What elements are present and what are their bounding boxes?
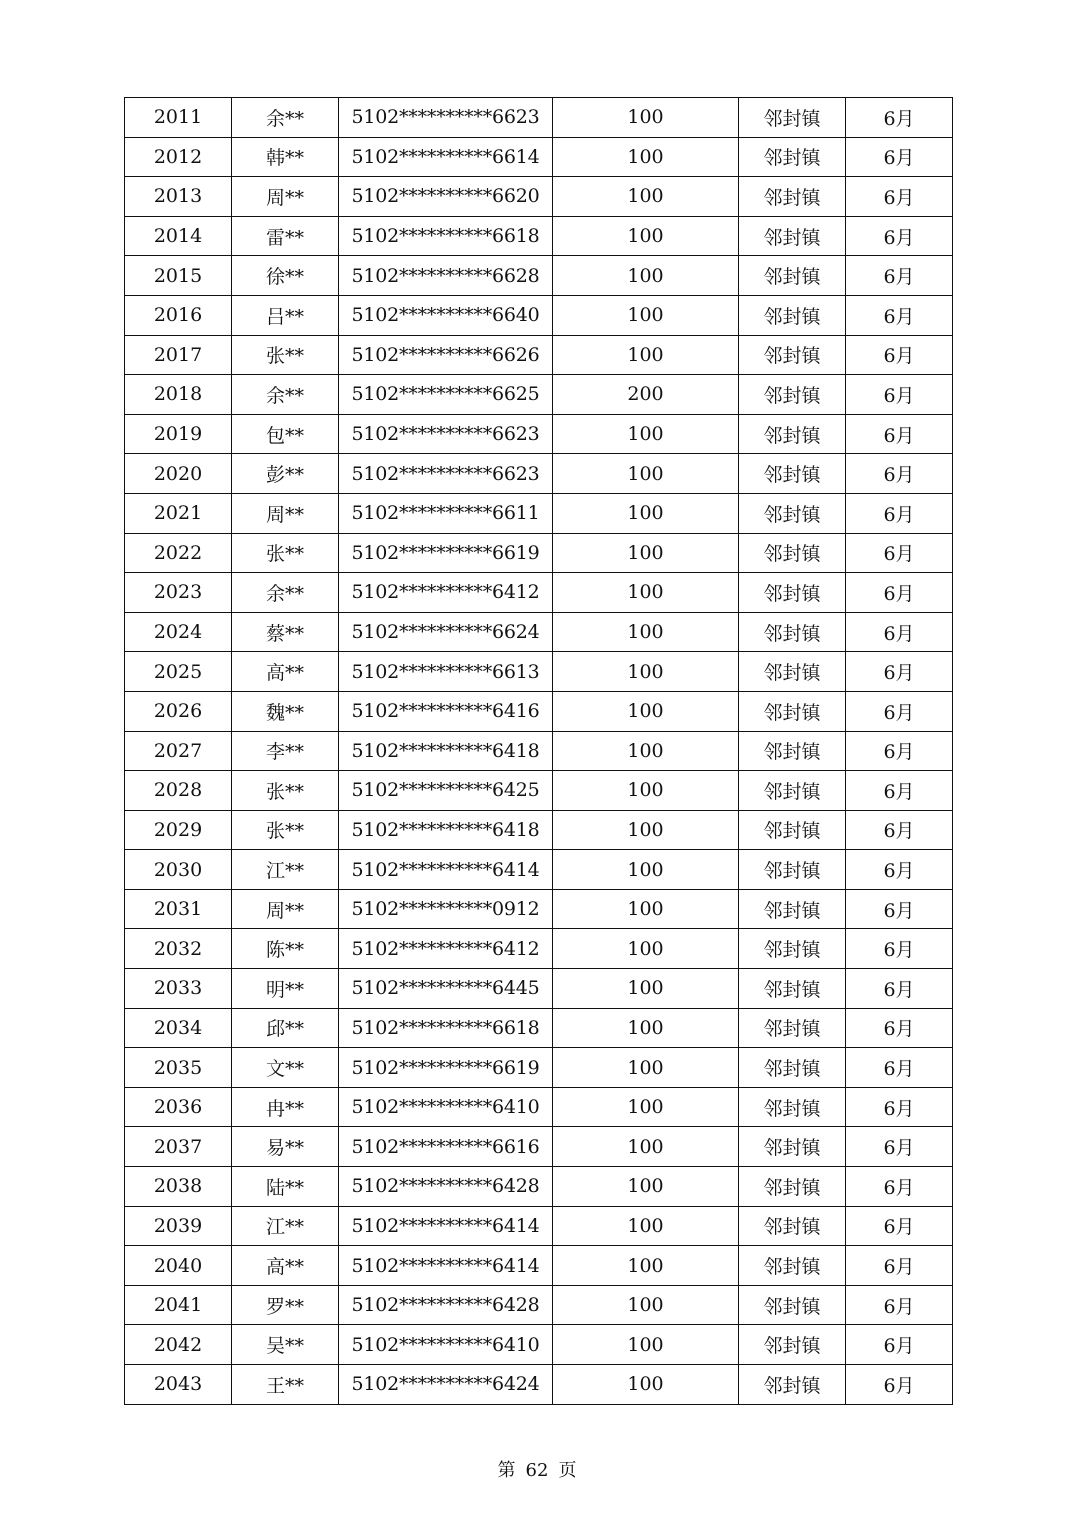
cell-amount: 100 (553, 652, 739, 692)
cell-name: 雷** (232, 216, 339, 256)
cell-seq: 2027 (125, 731, 232, 771)
cell-month: 6月 (846, 1008, 953, 1048)
cell-town: 邻封镇 (739, 295, 846, 335)
cell-month: 6月 (846, 810, 953, 850)
cell-month: 6月 (846, 1048, 953, 1088)
cell-name: 吴** (232, 1325, 339, 1365)
cell-id-number: 5102**********6416 (339, 691, 553, 731)
cell-name: 张** (232, 771, 339, 811)
cell-name: 彭** (232, 454, 339, 494)
table-row (125, 1246, 953, 1286)
cell-seq: 2032 (125, 929, 232, 969)
cell-amount: 100 (553, 335, 739, 375)
cell-month: 6月 (846, 1246, 953, 1286)
cell-month: 6月 (846, 850, 953, 890)
cell-month: 6月 (846, 493, 953, 533)
cell-amount: 100 (553, 493, 739, 533)
cell-town: 邻封镇 (739, 1008, 846, 1048)
cell-month: 6月 (846, 177, 953, 217)
table-row (125, 493, 953, 533)
table-row (125, 889, 953, 929)
cell-amount: 100 (553, 612, 739, 652)
cell-town: 邻封镇 (739, 1246, 846, 1286)
cell-month: 6月 (846, 216, 953, 256)
cell-name: 周** (232, 889, 339, 929)
cell-seq: 2019 (125, 414, 232, 454)
cell-name: 明** (232, 969, 339, 1009)
cell-id-number: 5102**********6619 (339, 533, 553, 573)
cell-id-number: 5102**********6425 (339, 771, 553, 811)
cell-town: 邻封镇 (739, 177, 846, 217)
table-row (125, 1285, 953, 1325)
cell-month: 6月 (846, 1285, 953, 1325)
cell-month: 6月 (846, 295, 953, 335)
cell-id-number: 5102**********6640 (339, 295, 553, 335)
page-number: 62 (525, 1460, 549, 1481)
records-table-body (125, 98, 953, 1405)
cell-month: 6月 (846, 414, 953, 454)
cell-town: 邻封镇 (739, 137, 846, 177)
cell-seq: 2013 (125, 177, 232, 217)
cell-name: 陆** (232, 1167, 339, 1207)
cell-name: 王** (232, 1365, 339, 1405)
cell-month: 6月 (846, 1127, 953, 1167)
cell-id-number: 5102**********6616 (339, 1127, 553, 1167)
cell-id-number: 5102**********6414 (339, 1206, 553, 1246)
cell-town: 邻封镇 (739, 493, 846, 533)
cell-amount: 100 (553, 216, 739, 256)
cell-id-number: 5102**********6624 (339, 612, 553, 652)
cell-id-number: 5102**********6623 (339, 454, 553, 494)
table-row (125, 652, 953, 692)
cell-town: 邻封镇 (739, 256, 846, 296)
table-row (125, 177, 953, 217)
page-label-prefix: 第 (497, 1460, 516, 1481)
table-row (125, 414, 953, 454)
cell-month: 6月 (846, 573, 953, 613)
cell-seq: 2023 (125, 573, 232, 613)
cell-town: 邻封镇 (739, 98, 846, 138)
table-row (125, 1008, 953, 1048)
cell-seq: 2040 (125, 1246, 232, 1286)
cell-seq: 2036 (125, 1087, 232, 1127)
cell-seq: 2031 (125, 889, 232, 929)
cell-name: 邱** (232, 1008, 339, 1048)
cell-id-number: 5102**********6414 (339, 1246, 553, 1286)
table-row (125, 731, 953, 771)
table-row (125, 810, 953, 850)
cell-seq: 2037 (125, 1127, 232, 1167)
cell-id-number: 5102**********6412 (339, 929, 553, 969)
cell-amount: 100 (553, 177, 739, 217)
cell-seq: 2014 (125, 216, 232, 256)
cell-seq: 2030 (125, 850, 232, 890)
cell-id-number: 5102**********6620 (339, 177, 553, 217)
cell-amount: 100 (553, 98, 739, 138)
cell-name: 余** (232, 573, 339, 613)
cell-amount: 100 (553, 454, 739, 494)
cell-id-number: 5102**********6623 (339, 414, 553, 454)
cell-month: 6月 (846, 771, 953, 811)
cell-seq: 2042 (125, 1325, 232, 1365)
cell-id-number: 5102**********6628 (339, 256, 553, 296)
cell-name: 蔡** (232, 612, 339, 652)
cell-month: 6月 (846, 731, 953, 771)
cell-id-number: 5102**********6625 (339, 375, 553, 415)
cell-seq: 2028 (125, 771, 232, 811)
cell-amount: 100 (553, 731, 739, 771)
cell-month: 6月 (846, 1206, 953, 1246)
cell-town: 邻封镇 (739, 1167, 846, 1207)
cell-amount: 100 (553, 1048, 739, 1088)
table-row (125, 1365, 953, 1405)
cell-name: 余** (232, 375, 339, 415)
cell-id-number: 5102**********6418 (339, 810, 553, 850)
cell-amount: 100 (553, 573, 739, 613)
table-row (125, 533, 953, 573)
cell-seq: 2039 (125, 1206, 232, 1246)
cell-name: 李** (232, 731, 339, 771)
cell-town: 邻封镇 (739, 691, 846, 731)
cell-amount: 100 (553, 850, 739, 890)
table-row (125, 1206, 953, 1246)
page-footer (0, 1456, 1074, 1482)
cell-name: 张** (232, 533, 339, 573)
cell-town: 邻封镇 (739, 1127, 846, 1167)
cell-seq: 2026 (125, 691, 232, 731)
cell-id-number: 5102**********6424 (339, 1365, 553, 1405)
cell-id-number: 5102**********6412 (339, 573, 553, 613)
cell-name: 张** (232, 810, 339, 850)
table-row (125, 573, 953, 613)
table-row (125, 929, 953, 969)
cell-town: 邻封镇 (739, 652, 846, 692)
cell-town: 邻封镇 (739, 1048, 846, 1088)
cell-town: 邻封镇 (739, 1206, 846, 1246)
cell-seq: 2011 (125, 98, 232, 138)
cell-town: 邻封镇 (739, 533, 846, 573)
cell-month: 6月 (846, 454, 953, 494)
cell-name: 高** (232, 1246, 339, 1286)
cell-month: 6月 (846, 375, 953, 415)
cell-town: 邻封镇 (739, 1285, 846, 1325)
cell-town: 邻封镇 (739, 1365, 846, 1405)
cell-month: 6月 (846, 969, 953, 1009)
table-row (125, 691, 953, 731)
cell-id-number: 5102**********6618 (339, 216, 553, 256)
cell-month: 6月 (846, 256, 953, 296)
cell-amount: 100 (553, 1325, 739, 1365)
cell-month: 6月 (846, 691, 953, 731)
cell-town: 邻封镇 (739, 850, 846, 890)
cell-amount: 100 (553, 295, 739, 335)
cell-town: 邻封镇 (739, 612, 846, 652)
cell-month: 6月 (846, 533, 953, 573)
cell-seq: 2016 (125, 295, 232, 335)
cell-name: 冉** (232, 1087, 339, 1127)
cell-town: 邻封镇 (739, 216, 846, 256)
cell-name: 文** (232, 1048, 339, 1088)
cell-town: 邻封镇 (739, 1087, 846, 1127)
cell-amount: 100 (553, 1127, 739, 1167)
cell-name: 江** (232, 1206, 339, 1246)
cell-amount: 100 (553, 533, 739, 573)
cell-amount: 100 (553, 889, 739, 929)
cell-month: 6月 (846, 1087, 953, 1127)
cell-seq: 2033 (125, 969, 232, 1009)
cell-amount: 100 (553, 810, 739, 850)
cell-seq: 2038 (125, 1167, 232, 1207)
cell-id-number: 5102**********6626 (339, 335, 553, 375)
cell-id-number: 5102**********0912 (339, 889, 553, 929)
cell-name: 张** (232, 335, 339, 375)
table-row (125, 98, 953, 138)
table-row (125, 612, 953, 652)
cell-amount: 100 (553, 137, 739, 177)
cell-month: 6月 (846, 1325, 953, 1365)
cell-amount: 100 (553, 691, 739, 731)
cell-id-number: 5102**********6614 (339, 137, 553, 177)
cell-amount: 100 (553, 1008, 739, 1048)
cell-id-number: 5102**********6428 (339, 1167, 553, 1207)
cell-month: 6月 (846, 1365, 953, 1405)
cell-seq: 2021 (125, 493, 232, 533)
table-row (125, 1167, 953, 1207)
cell-amount: 100 (553, 256, 739, 296)
cell-id-number: 5102**********6414 (339, 850, 553, 890)
table-row (125, 256, 953, 296)
cell-town: 邻封镇 (739, 889, 846, 929)
cell-town: 邻封镇 (739, 731, 846, 771)
cell-name: 包** (232, 414, 339, 454)
cell-id-number: 5102**********6445 (339, 969, 553, 1009)
cell-name: 吕** (232, 295, 339, 335)
cell-town: 邻封镇 (739, 810, 846, 850)
cell-amount: 100 (553, 1246, 739, 1286)
table-row (125, 216, 953, 256)
cell-id-number: 5102**********6410 (339, 1087, 553, 1127)
cell-name: 余** (232, 98, 339, 138)
cell-seq: 2024 (125, 612, 232, 652)
cell-town: 邻封镇 (739, 414, 846, 454)
cell-seq: 2043 (125, 1365, 232, 1405)
cell-seq: 2041 (125, 1285, 232, 1325)
page-label-suffix: 页 (558, 1460, 577, 1481)
cell-id-number: 5102**********6619 (339, 1048, 553, 1088)
cell-town: 邻封镇 (739, 1325, 846, 1365)
cell-id-number: 5102**********6410 (339, 1325, 553, 1365)
cell-name: 魏** (232, 691, 339, 731)
cell-month: 6月 (846, 612, 953, 652)
cell-month: 6月 (846, 137, 953, 177)
cell-seq: 2012 (125, 137, 232, 177)
cell-month: 6月 (846, 98, 953, 138)
cell-month: 6月 (846, 1167, 953, 1207)
cell-name: 韩** (232, 137, 339, 177)
cell-seq: 2029 (125, 810, 232, 850)
cell-id-number: 5102**********6611 (339, 493, 553, 533)
table-row (125, 137, 953, 177)
cell-id-number: 5102**********6618 (339, 1008, 553, 1048)
table-row (125, 1325, 953, 1365)
cell-name: 江** (232, 850, 339, 890)
cell-town: 邻封镇 (739, 771, 846, 811)
cell-seq: 2035 (125, 1048, 232, 1088)
cell-town: 邻封镇 (739, 375, 846, 415)
table-row (125, 335, 953, 375)
cell-id-number: 5102**********6428 (339, 1285, 553, 1325)
cell-seq: 2015 (125, 256, 232, 296)
table-row (125, 1048, 953, 1088)
cell-month: 6月 (846, 335, 953, 375)
cell-amount: 100 (553, 1285, 739, 1325)
cell-id-number: 5102**********6613 (339, 652, 553, 692)
cell-seq: 2020 (125, 454, 232, 494)
cell-amount: 100 (553, 1365, 739, 1405)
cell-name: 徐** (232, 256, 339, 296)
cell-town: 邻封镇 (739, 335, 846, 375)
cell-amount: 100 (553, 1206, 739, 1246)
cell-seq: 2018 (125, 375, 232, 415)
cell-month: 6月 (846, 929, 953, 969)
cell-name: 罗** (232, 1285, 339, 1325)
table-row (125, 969, 953, 1009)
cell-amount: 100 (553, 771, 739, 811)
cell-town: 邻封镇 (739, 573, 846, 613)
cell-month: 6月 (846, 652, 953, 692)
cell-name: 周** (232, 493, 339, 533)
cell-month: 6月 (846, 889, 953, 929)
cell-amount: 100 (553, 1087, 739, 1127)
cell-name: 陈** (232, 929, 339, 969)
cell-amount: 100 (553, 929, 739, 969)
cell-amount: 100 (553, 1167, 739, 1207)
table-row (125, 454, 953, 494)
cell-seq: 2017 (125, 335, 232, 375)
cell-id-number: 5102**********6623 (339, 98, 553, 138)
table-row (125, 850, 953, 890)
cell-seq: 2034 (125, 1008, 232, 1048)
cell-town: 邻封镇 (739, 969, 846, 1009)
table-row (125, 1087, 953, 1127)
cell-amount: 100 (553, 969, 739, 1009)
cell-amount: 100 (553, 414, 739, 454)
cell-town: 邻封镇 (739, 929, 846, 969)
table-row (125, 771, 953, 811)
records-table (124, 97, 953, 1405)
table-row (125, 1127, 953, 1167)
table-row (125, 375, 953, 415)
cell-name: 高** (232, 652, 339, 692)
cell-id-number: 5102**********6418 (339, 731, 553, 771)
cell-name: 周** (232, 177, 339, 217)
cell-amount: 200 (553, 375, 739, 415)
cell-town: 邻封镇 (739, 454, 846, 494)
table-row (125, 295, 953, 335)
cell-seq: 2022 (125, 533, 232, 573)
cell-seq: 2025 (125, 652, 232, 692)
cell-name: 易** (232, 1127, 339, 1167)
